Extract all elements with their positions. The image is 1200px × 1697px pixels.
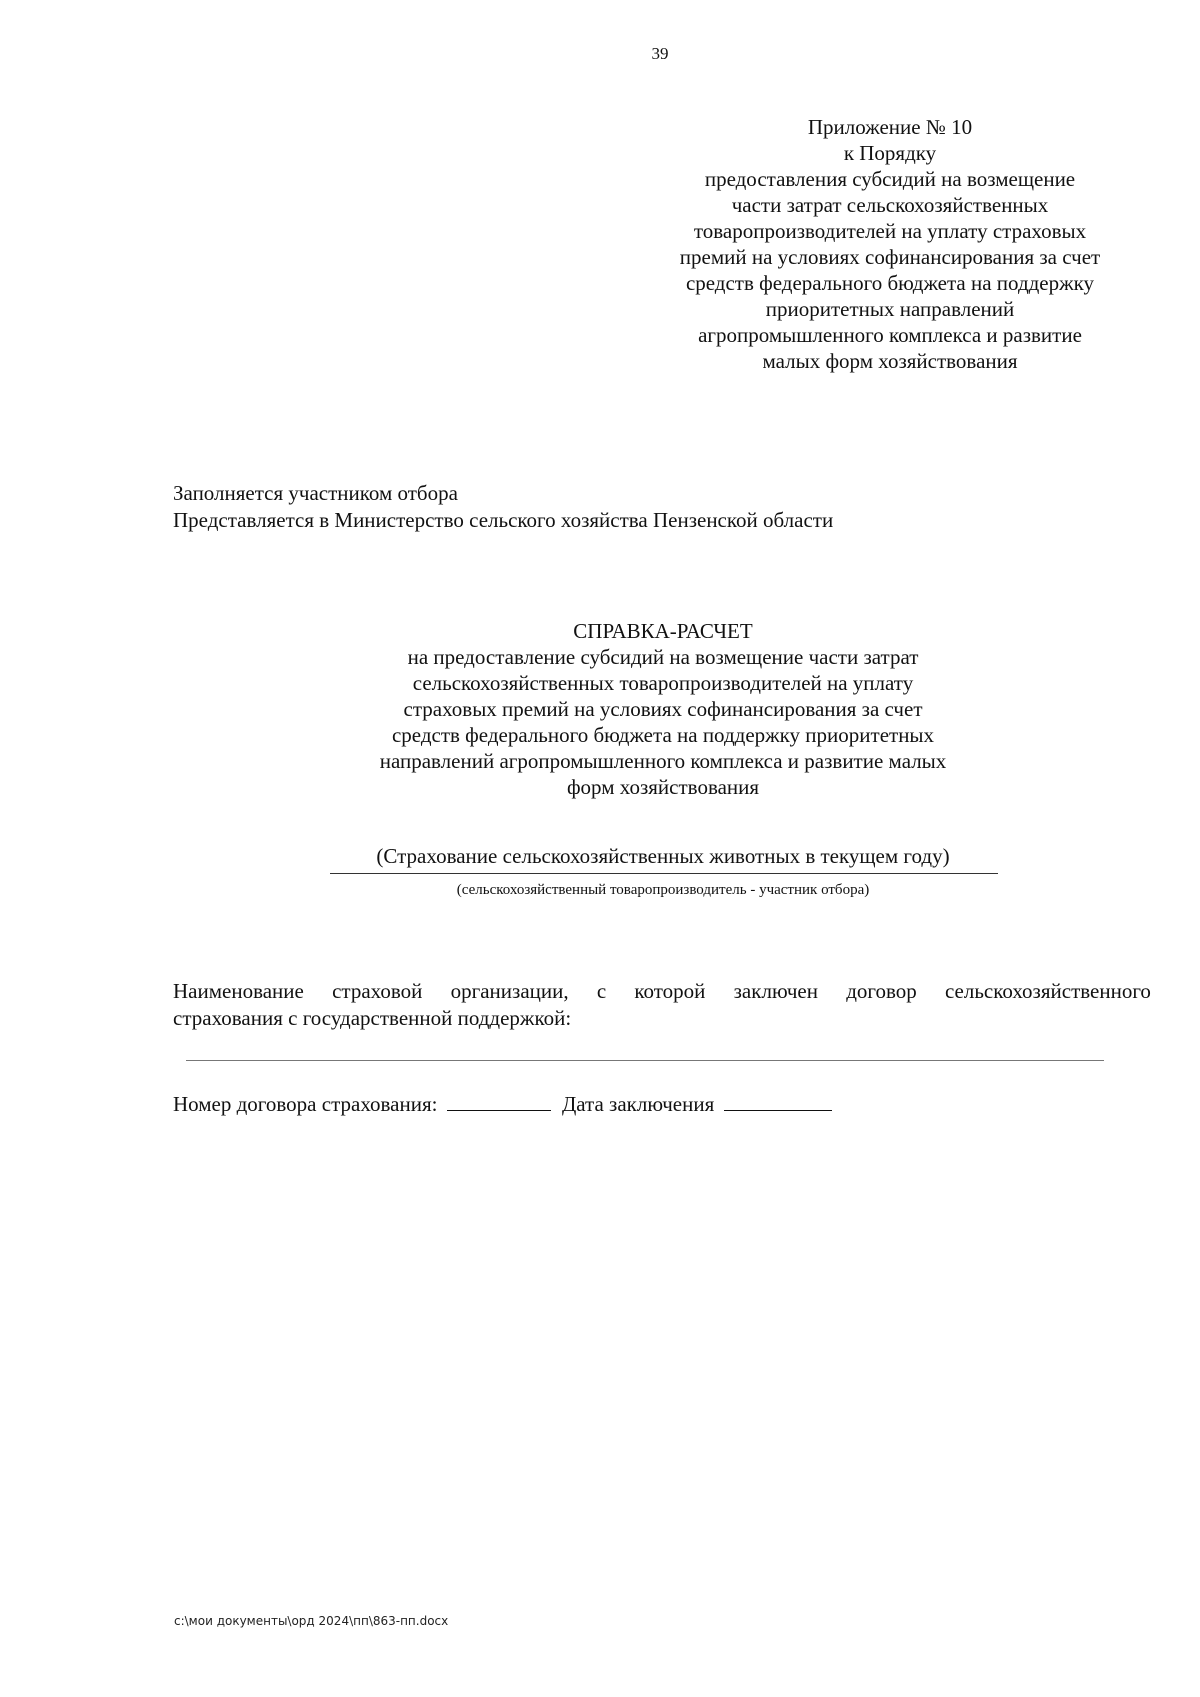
title-line: на предоставление субсидий на возмещение части затрат <box>407 645 919 669</box>
contract-number-field[interactable] <box>447 1092 551 1111</box>
file-path-footer: c:\мои документы\орд 2024\пп\863-пп.docx <box>174 1614 449 1628</box>
appendix-line: товаропроизводителей на уплату страховых <box>693 219 1087 243</box>
insurer-label-line-2: страхования с государственной поддержкой: <box>173 1006 572 1030</box>
document-title <box>313 618 1013 800</box>
appendix-line: средств федерального бюджета на поддержку <box>685 271 1095 295</box>
producer-name-fill-line[interactable] <box>330 873 998 874</box>
insurer-word: страховой <box>332 979 423 1003</box>
contract-number-label: Номер договора страхования: <box>173 1092 438 1116</box>
producer-caption: (сельскохозяйственный товаропроизводитель - участник отбора) <box>456 882 870 898</box>
title-line: сельскохозяйственных товаропроизводителей на уплату <box>412 671 914 695</box>
contract-date-label: Дата заключения <box>561 1092 715 1116</box>
insurer-word: сельскохозяйственного <box>944 979 1151 1003</box>
insurer-label-line <box>173 978 1151 1005</box>
title-line: направлений агропромышленного комплекса и развитие малых <box>379 749 947 773</box>
insurance-type-subtitle: (Страхование сельскохозяйственных животных в текущем году) <box>376 844 950 868</box>
filled-by-text: Заполняется участником отбора <box>173 481 458 505</box>
appendix-line: малых форм хозяйствования <box>762 349 1018 373</box>
insurer-word: договор <box>846 979 917 1003</box>
appendix-line: Приложение № 10 <box>807 115 973 139</box>
insurer-word: заключен <box>733 979 818 1003</box>
contract-date-field[interactable] <box>724 1092 832 1111</box>
appendix-header <box>650 114 1130 374</box>
appendix-line: к Порядку <box>843 141 937 165</box>
insurer-word: Наименование <box>173 979 304 1003</box>
title-line: форм хозяйствования <box>566 775 760 799</box>
insurer-word: с <box>596 979 607 1003</box>
submitted-to-text: Представляется в Министерство сельского хозяйства Пензенской области <box>173 508 834 532</box>
appendix-line: части затрат сельскохозяйственных <box>731 193 1049 217</box>
appendix-line: премий на условиях софинансирования за счет <box>679 245 1101 269</box>
appendix-line: предоставления субсидий на возмещение <box>704 167 1076 191</box>
appendix-line: агропромышленного комплекса и развитие <box>698 323 1082 347</box>
title-line: страховых премий на условиях софинансирования за счет <box>403 697 923 721</box>
contract-row <box>173 1091 1173 1118</box>
intro-block <box>173 480 1173 534</box>
appendix-line: приоритетных направлений <box>765 297 1015 321</box>
title-line: средств федерального бюджета на поддержку приоритетных <box>391 723 935 747</box>
page-number: 39 <box>651 44 669 63</box>
insurer-word: которой <box>634 979 706 1003</box>
insurer-word: организации, <box>450 979 569 1003</box>
insurer-block <box>173 978 1151 1032</box>
title-heading: СПРАВКА-РАСЧЕТ <box>573 619 753 643</box>
insurer-name-fill-line[interactable] <box>186 1060 1104 1061</box>
